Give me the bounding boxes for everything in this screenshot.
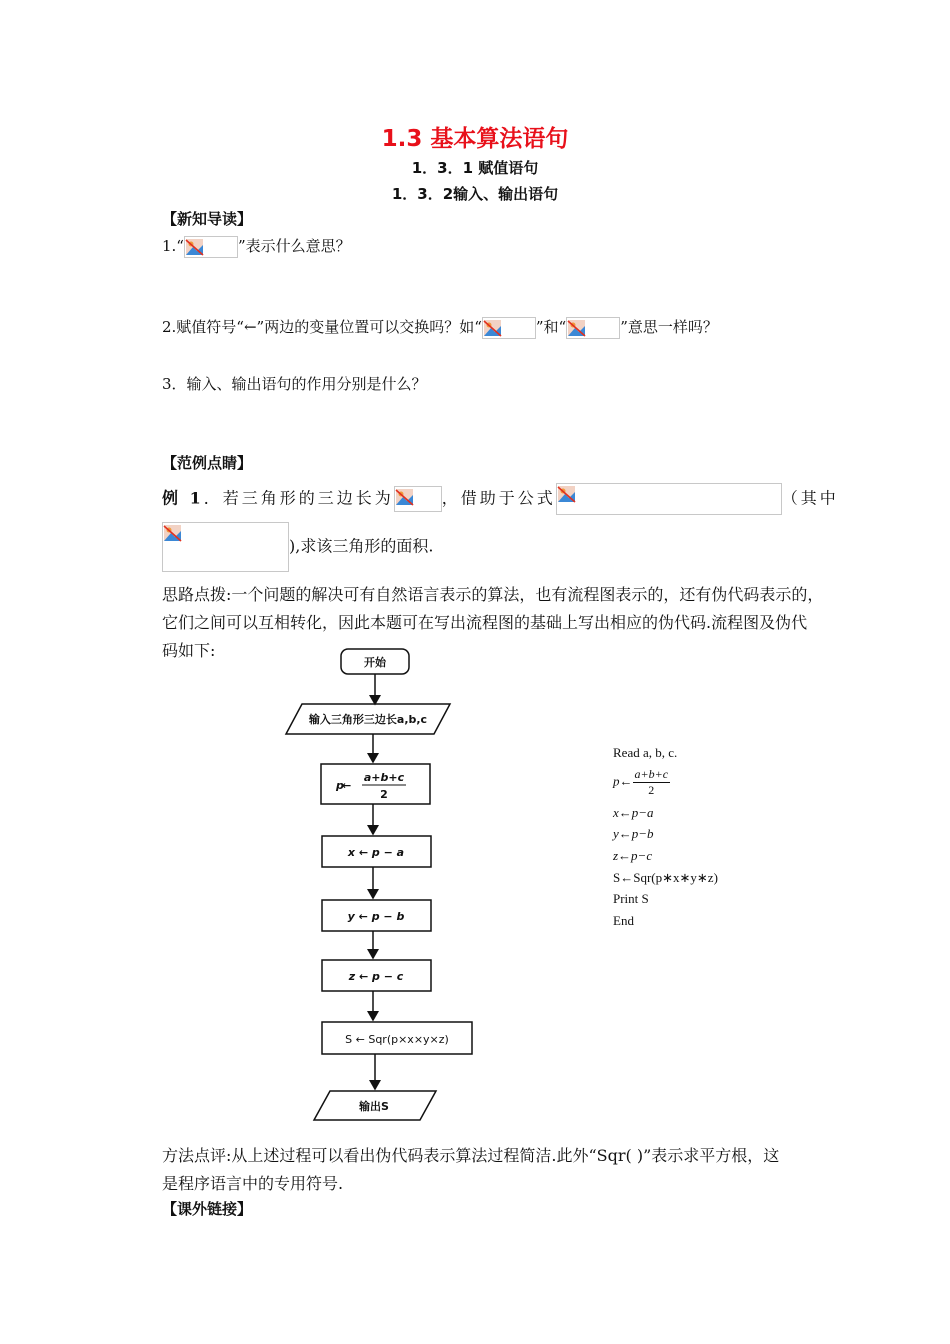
flow-input-label: 输入三角形三边长a,b,c bbox=[308, 713, 428, 726]
example-1-line1 bbox=[162, 483, 839, 515]
subtitle-2: 1．3．2输入、输出语句 bbox=[391, 185, 559, 203]
method-line-2: 是程序语言中的专用符号. bbox=[162, 1174, 344, 1193]
hint-line-1: 思路点拨:一个问题的解决可有自然语言表示的算法，也有流程图表示的，还有伪代码表示的， bbox=[162, 585, 824, 604]
pseudo-z: z←p−c bbox=[613, 848, 653, 863]
pseudo-p-num: a+b+c bbox=[634, 767, 669, 781]
flow-output-label: 输出S bbox=[359, 1100, 389, 1113]
q1-suffix: ”表示什么意思？ bbox=[237, 237, 351, 255]
flow-x-label: x ← p − a bbox=[347, 846, 405, 859]
question-2 bbox=[162, 316, 718, 339]
hint-line-3: 码如下: bbox=[162, 641, 216, 660]
flow-p-var: p bbox=[336, 779, 344, 792]
example-text-c: （其中 bbox=[781, 488, 839, 508]
flow-p-arrow: ← bbox=[342, 779, 352, 792]
flow-p-den: 2 bbox=[380, 788, 388, 801]
example-text-b: ，借助于公式 bbox=[441, 488, 556, 508]
q2-suffix: ”意思一样吗？ bbox=[620, 318, 718, 336]
flow-z-label: z ← p − c bbox=[348, 970, 404, 983]
question-1 bbox=[162, 235, 351, 258]
hint-line-2: 它们之间可以互相转化，因此本题可在写出流程图的基础上写出相应的伪代码.流程图及伪代 bbox=[162, 613, 808, 632]
pseudo-x: x←p−a bbox=[613, 805, 654, 820]
subtitle-1: 1．3．1 赋值语句 bbox=[411, 159, 539, 177]
pseudo-read: Read a, b, c. bbox=[613, 745, 678, 760]
flow-start-label: 开始 bbox=[364, 656, 386, 669]
example-text-a: ．若三角形的三边长为 bbox=[203, 488, 394, 508]
broken-image-icon bbox=[394, 486, 442, 512]
broken-image-icon bbox=[482, 317, 536, 339]
broken-image-icon bbox=[566, 317, 620, 339]
section-extra: 【课外链接】 bbox=[162, 1200, 253, 1218]
pseudo-print: Print S bbox=[613, 891, 649, 906]
broken-image-icon bbox=[162, 522, 289, 572]
pseudo-p-den: 2 bbox=[648, 783, 655, 797]
method-line-1: 方法点评:从上述过程可以看出伪代码表示算法过程简洁.此外“Sqr( )”表示求平方根，这 bbox=[162, 1146, 780, 1165]
example-text-d: ),求该三角形的面积. bbox=[289, 536, 434, 556]
q2-mid: ”和“ bbox=[535, 318, 567, 336]
pseudo-y: y←p−b bbox=[613, 826, 654, 841]
flow-p-num: a+b+c bbox=[363, 771, 405, 784]
page-title: 1.3 基本算法语句 bbox=[381, 126, 569, 152]
flow-s-label: S ← Sqr(p×x×y×z) bbox=[345, 1033, 449, 1046]
broken-image-icon bbox=[184, 236, 238, 258]
pseudo-p-var: p← bbox=[613, 773, 633, 789]
broken-image-icon bbox=[556, 483, 782, 515]
section-new-knowledge: 【新知导读】 bbox=[162, 210, 253, 228]
example-label: 例 1 bbox=[162, 488, 204, 508]
pseudo-end: End bbox=[613, 913, 634, 928]
flow-y-label: y ← p − b bbox=[347, 910, 405, 923]
question-3: 3．输入、输出语句的作用分别是什么？ bbox=[162, 375, 427, 393]
q1-prefix: 1.“ bbox=[162, 237, 184, 255]
example-1-line2 bbox=[162, 522, 433, 572]
q2-prefix: 2.赋值符号“←”两边的变量位置可以交换吗？如“ bbox=[162, 318, 482, 336]
pseudo-s: S←Sqr(p∗x∗y∗z) bbox=[613, 870, 718, 885]
pseudo-p bbox=[613, 767, 670, 798]
section-examples: 【范例点睛】 bbox=[162, 454, 253, 472]
flowchart bbox=[284, 644, 454, 1124]
